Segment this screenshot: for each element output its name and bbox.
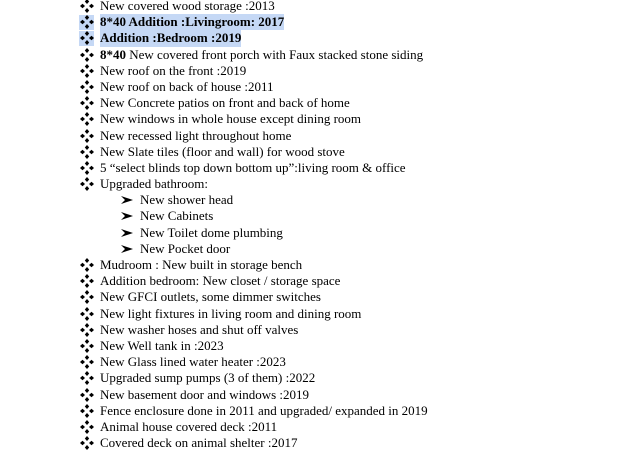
four-diamond-bullet-icon (79, 111, 95, 127)
sub-list-item (0, 208, 640, 224)
list-item-text (100, 47, 423, 63)
four-diamond-bullet-icon (79, 289, 95, 305)
arrowhead-bullet-icon (119, 225, 135, 241)
arrowhead-bullet-icon (119, 192, 135, 208)
list-item-text: New Concrete patios on front and back of home (100, 95, 350, 111)
four-diamond-bullet-icon (79, 144, 95, 160)
four-diamond-bullet-icon (79, 0, 95, 14)
list-item (0, 338, 640, 354)
sub-list-item-text: New Pocket door (140, 240, 231, 256)
list-item-text: New Slate tiles (floor and wall) for wood stove (100, 143, 345, 159)
four-diamond-bullet-icon (79, 79, 95, 95)
sub-list-item-text: New Toilet dome plumbing (140, 224, 283, 240)
four-diamond-bullet-icon (79, 14, 95, 30)
four-diamond-bullet-icon (79, 354, 95, 370)
list-item-text: Addition :Bedroom :2019 (100, 30, 242, 46)
list-item-text: New recessed light throughout home (100, 127, 292, 143)
four-diamond-bullet-icon (79, 273, 95, 289)
sub-list-item (0, 192, 640, 208)
sub-list-item (0, 225, 640, 241)
list-item (0, 128, 640, 144)
list-item-text: New covered wood storage :2013 (100, 0, 275, 13)
list-item-text: New Glass lined water heater :2023 (100, 354, 286, 370)
four-diamond-bullet-icon (79, 257, 95, 273)
list-item (0, 322, 640, 338)
four-diamond-bullet-icon (79, 322, 95, 338)
sub-list-item (0, 241, 640, 257)
list-item (0, 354, 640, 370)
list-item (0, 435, 640, 451)
list-item (0, 144, 640, 160)
four-diamond-bullet-icon (79, 30, 95, 46)
list-item (0, 257, 640, 273)
four-diamond-bullet-icon (79, 435, 95, 451)
sub-list-item-text: New shower head (140, 192, 234, 208)
sub-list-item-text: New Cabinets (140, 208, 214, 224)
list-item-text: New basement door and windows :2019 (100, 386, 310, 402)
four-diamond-bullet-icon (79, 176, 95, 192)
list-item (0, 79, 640, 95)
list-item (0, 370, 640, 386)
list-item (0, 306, 640, 322)
list-item-text: Covered deck on animal shelter :2017 (100, 435, 298, 451)
four-diamond-bullet-icon (79, 128, 95, 144)
list-item-selected (0, 14, 640, 30)
four-diamond-bullet-icon (79, 387, 95, 403)
list-item (0, 63, 640, 79)
list-item-text: Mudroom : New built in storage bench (100, 257, 303, 272)
list-item (0, 176, 640, 192)
list-item-text: Fence enclosure done in 2011 and upgraded/ expanded in 2019 (100, 402, 428, 418)
list-item-text: New light fixtures in living room and dining room (100, 305, 362, 321)
four-diamond-bullet-icon (79, 95, 95, 111)
list-item (0, 111, 640, 127)
list-item (0, 95, 640, 111)
arrowhead-bullet-icon (119, 208, 135, 224)
list-item-text: 5 “select blinds top down bottom up”:living room & office (100, 159, 406, 175)
list-item-text: New roof on the front :2019 (100, 62, 247, 78)
list-item-text: Upgraded sump pumps (3 of them) :2022 (100, 370, 316, 386)
porch-size: 8*40 (100, 46, 126, 62)
list-item-text: New washer hoses and shut off valves (100, 321, 299, 337)
list-item-text: 8*40 Addition :Livingroom: 2017 (100, 14, 285, 30)
list-item (0, 289, 640, 305)
list-item (0, 160, 640, 176)
list-item-selected (0, 30, 640, 46)
list-item (0, 0, 640, 14)
list-item-text: New Well tank in :2023 (100, 337, 224, 353)
list-item-text: Animal house covered deck :2011 (100, 418, 278, 434)
list-item-text: New windows in whole house except dining room (100, 111, 362, 127)
list-item (0, 273, 640, 289)
four-diamond-bullet-icon (79, 63, 95, 79)
list-item-text: New roof on back of house :2011 (100, 78, 274, 94)
list-item (0, 419, 640, 435)
list-item (0, 387, 640, 403)
four-diamond-bullet-icon (79, 338, 95, 354)
list-item-text: New GFCI outlets, some dimmer switches (100, 289, 321, 305)
four-diamond-bullet-icon (79, 47, 95, 63)
arrowhead-bullet-icon (119, 241, 135, 257)
list-item (0, 403, 640, 419)
list-item (0, 47, 640, 63)
list-item-text: Addition bedroom: New closet / storage space (100, 273, 341, 289)
four-diamond-bullet-icon (79, 370, 95, 386)
four-diamond-bullet-icon (79, 306, 95, 322)
list-item-text: Upgraded bathroom: (100, 176, 208, 192)
porch-description: New covered front porch with Faux stacked stone siding (126, 46, 424, 62)
four-diamond-bullet-icon (79, 419, 95, 435)
four-diamond-bullet-icon (79, 160, 95, 176)
four-diamond-bullet-icon (79, 403, 95, 419)
